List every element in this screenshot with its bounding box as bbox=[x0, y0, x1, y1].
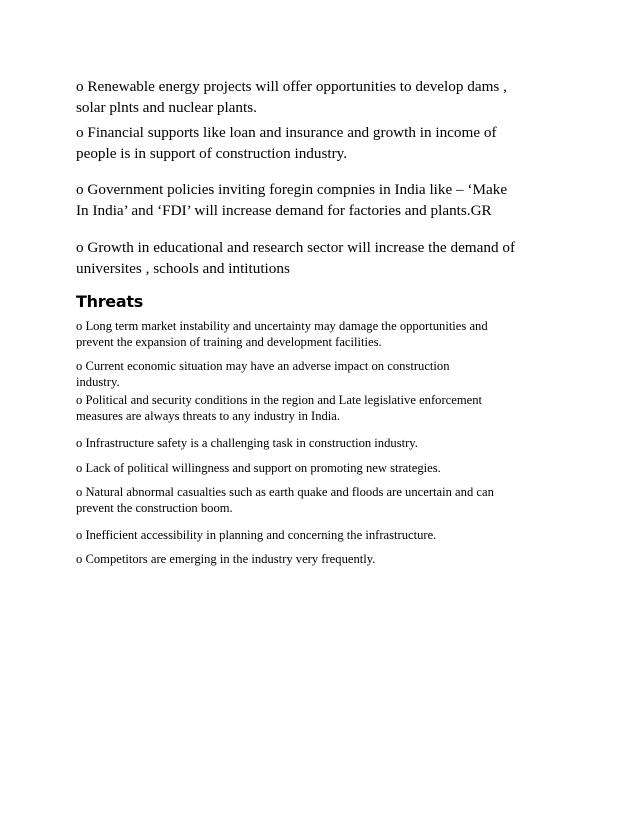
opportunity-education-growth: o Growth in educational and research sector will increase the demand of universites , schools and intitutions bbox=[76, 239, 515, 277]
threat-natural-casualties: o Natural abnormal casualties such as earth quake and floods are uncertain and can prevent the construction boom. bbox=[76, 485, 494, 515]
threat-infrastructure-safety: o Infrastructure safety is a challenging task in construction industry. bbox=[76, 436, 418, 450]
threat-competitors: o Competitors are emerging in the industry very frequently. bbox=[76, 552, 376, 566]
threat-political-security: o Political and security conditions in the region and Late legislative enforcement measures are always threats to any industry in India. bbox=[76, 393, 483, 423]
opportunity-renewable-energy: o Renewable energy projects will offer opportunities to develop dams , solar plnts and nuclear plants. bbox=[76, 78, 507, 116]
threat-economic-situation: o Current economic situation may have an adverse impact on construction industry. bbox=[76, 359, 450, 389]
threat-inefficient-accessibility: o Inefficient accessibility in planning and concerning the infrastructure. bbox=[76, 528, 437, 542]
threat-political-willingness: o Lack of political willingness and support on promoting new strategies. bbox=[76, 461, 441, 475]
opportunity-financial-support: o Financial supports like loan and insurance and growth in income of people is in support of construction industry. bbox=[76, 124, 497, 162]
opportunity-government-policies: o Government policies inviting foregin compnies in India like – ‘Make In India’ and ‘FDI’ will increase demand for factories and plants.GR bbox=[76, 181, 508, 219]
threats-heading: Threats bbox=[76, 292, 143, 311]
threat-market-instability: o Long term market instability and uncertainty may damage the opportunities and prevent the expansion of training and development facilities. bbox=[76, 319, 488, 349]
